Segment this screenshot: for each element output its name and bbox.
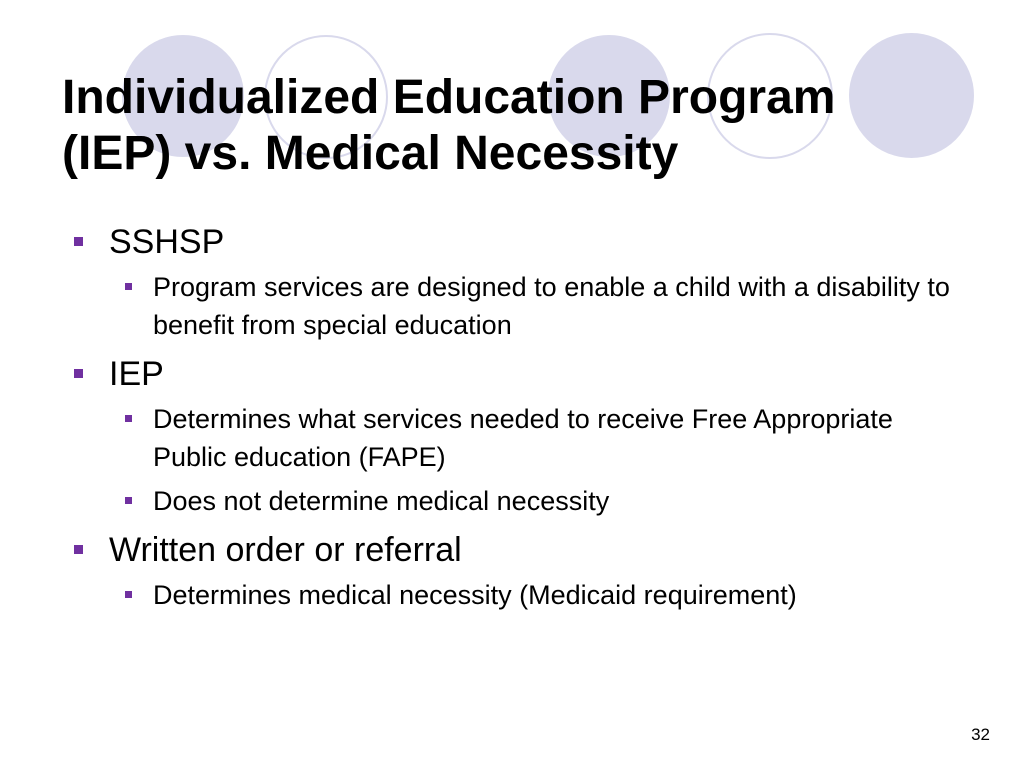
square-bullet-icon xyxy=(125,497,132,504)
bullet-item-label: Written order or referral xyxy=(109,531,462,569)
sub-bullet-item-text: Does not determine medical necessity xyxy=(153,486,610,516)
sub-bullet-item xyxy=(122,482,952,520)
square-bullet-icon xyxy=(74,237,83,246)
sub-bullet-item xyxy=(122,400,952,476)
slide-title-line-2: (IEP) vs. Medical Necessity xyxy=(62,127,679,180)
sub-bullet-list xyxy=(122,268,952,344)
page-number: 32 xyxy=(971,725,990,744)
sub-bullet-list xyxy=(122,576,952,614)
square-bullet-icon xyxy=(74,545,83,554)
bullet-item xyxy=(72,354,952,394)
sub-bullet-item xyxy=(122,576,952,614)
square-bullet-icon xyxy=(74,369,83,378)
sub-bullet-item-text: Determines what services needed to receive Free Appropriate Public education (FAPE) xyxy=(153,404,893,472)
square-bullet-icon xyxy=(125,415,132,422)
bullet-item xyxy=(72,530,952,570)
bullet-item-label: SSHSP xyxy=(109,223,225,261)
sub-bullet-list xyxy=(122,400,952,520)
square-bullet-icon xyxy=(125,283,132,290)
bullet-list xyxy=(72,222,952,624)
sub-bullet-item xyxy=(122,268,952,344)
sub-bullet-item-text: Program services are designed to enable a child with a disability to benefit from special education xyxy=(153,272,950,340)
bullet-item-label: IEP xyxy=(109,355,164,393)
slide-title xyxy=(62,70,982,182)
bullet-item xyxy=(72,222,952,262)
sub-bullet-item-text: Determines medical necessity (Medicaid requirement) xyxy=(153,580,797,610)
square-bullet-icon xyxy=(125,591,132,598)
slide-title-line-1: Individualized Education Program xyxy=(62,71,836,124)
